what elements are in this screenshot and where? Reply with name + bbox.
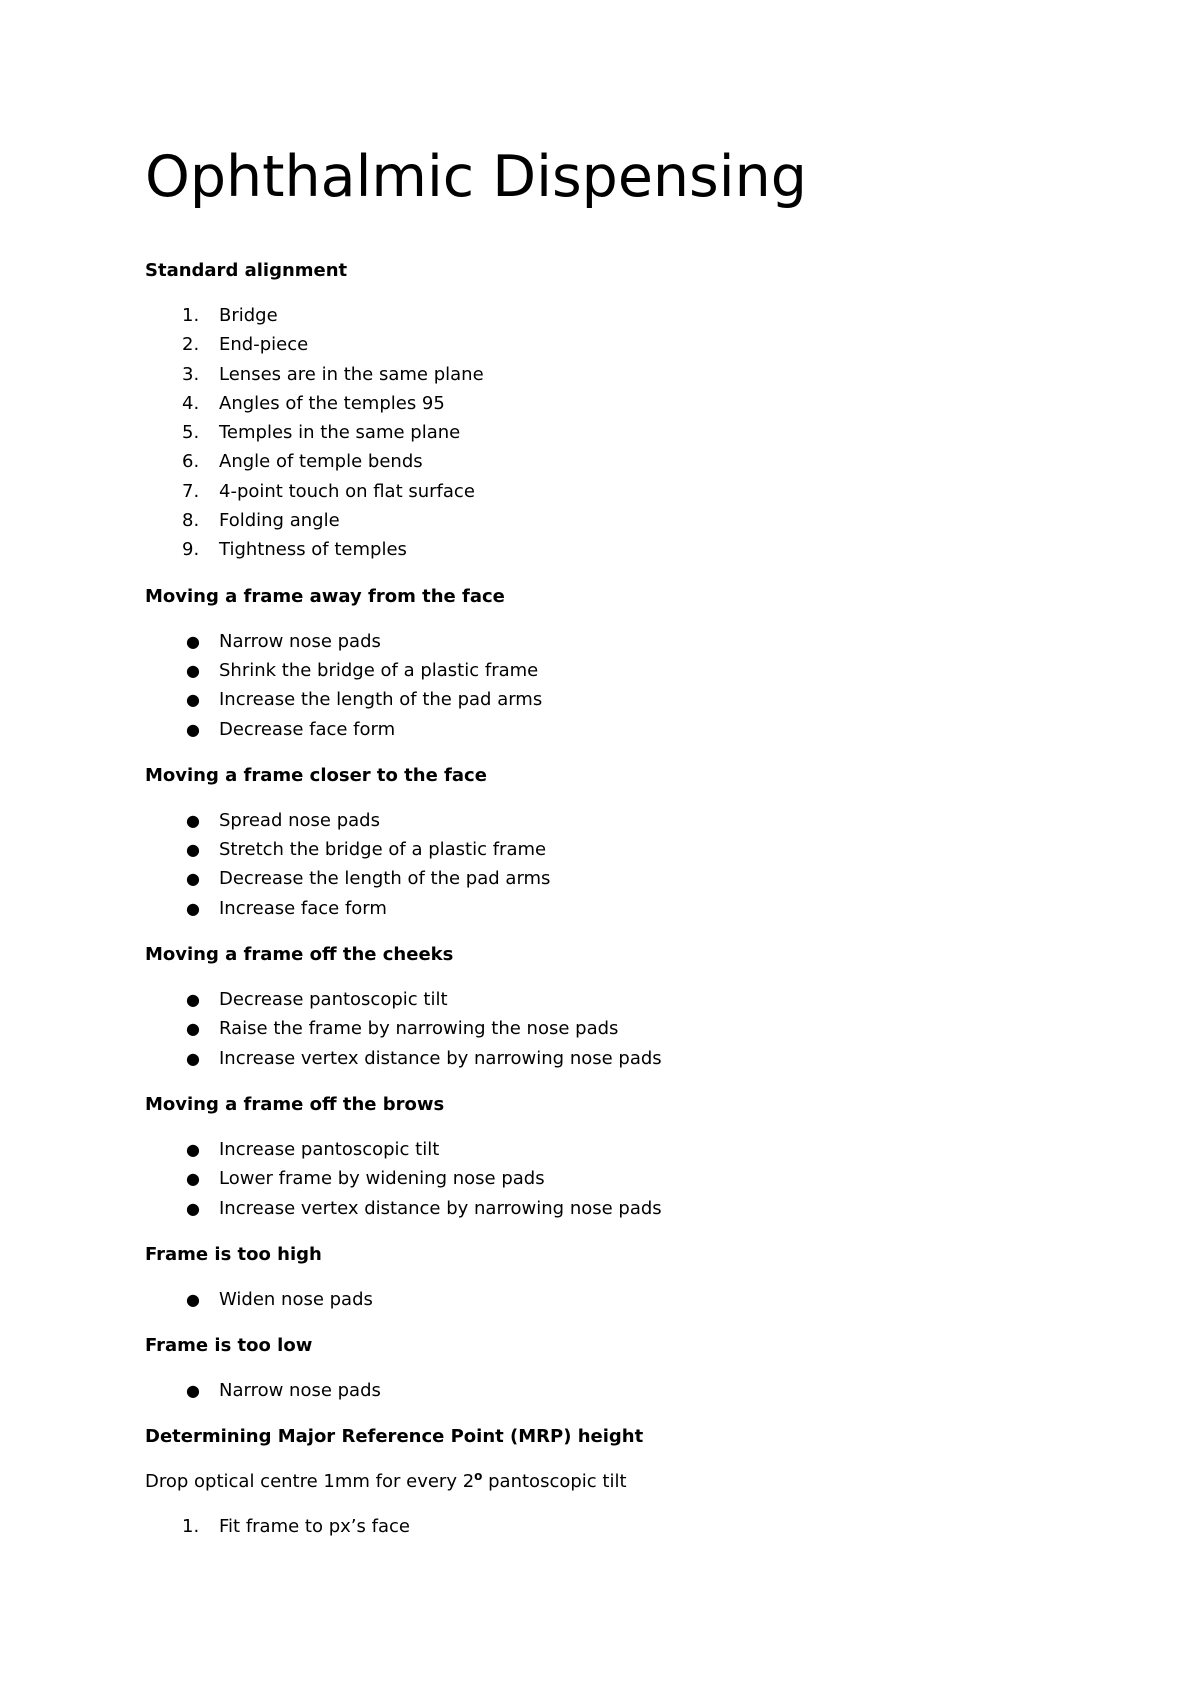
bullet-icon: ● [186, 631, 200, 651]
list-number: 7. [182, 480, 200, 502]
list-item-text: Temples in the same plane [219, 422, 461, 444]
closer-to-face-list [145, 806, 1105, 923]
section-heading-too-low: Frame is too low [145, 1335, 313, 1357]
list-number: 2. [182, 334, 200, 356]
list-item [145, 1164, 1105, 1193]
list-number: 4. [182, 392, 200, 414]
list-item [145, 1376, 1105, 1405]
list-number: 1. [182, 305, 200, 326]
list-item-text: Spread nose pads [219, 809, 380, 831]
list-item-text: Increase vertex distance by narrowing nose pads [219, 1047, 662, 1069]
list-item [145, 864, 1105, 893]
bullet-icon: ● [186, 1019, 200, 1039]
section-heading-standard-alignment: Standard alignment [145, 260, 348, 281]
list-item [145, 535, 1105, 564]
section-heading-mrp-height: Determining Major Reference Point (MRP) height [145, 1426, 644, 1448]
list-item-text: Decrease the length of the pad arms [219, 868, 551, 890]
mrp-paragraph [145, 1467, 1105, 1496]
list-item-text: Lenses are in the same plane [219, 363, 484, 385]
list-item-text: Widen nose pads [219, 1288, 373, 1310]
list-item [145, 715, 1105, 744]
list-item [145, 1044, 1105, 1073]
list-item [145, 685, 1105, 714]
list-item [145, 330, 1105, 359]
list-item [145, 806, 1105, 835]
bullet-icon: ● [186, 1048, 200, 1068]
bullet-icon: ● [186, 1169, 200, 1189]
list-item-text: 4-point touch on flat surface [219, 480, 475, 502]
list-item [145, 389, 1105, 418]
too-low-list [145, 1376, 1105, 1405]
too-high-list [145, 1285, 1105, 1314]
mrp-paragraph-start: Drop optical centre 1mm for every 2 [145, 1471, 475, 1493]
list-item [145, 506, 1105, 535]
list-item-text: Shrink the bridge of a plastic frame [219, 659, 539, 681]
list-item [145, 656, 1105, 685]
bullet-icon: ● [186, 660, 200, 680]
list-number: 1. [182, 1516, 200, 1538]
standard-alignment-list [145, 301, 1105, 565]
document-content [145, 256, 1105, 1542]
list-item-text: Folding angle [219, 510, 340, 532]
list-item-text: Fit frame to px’s face [219, 1516, 410, 1538]
list-item [145, 477, 1105, 506]
section-heading-too-high: Frame is too high [145, 1243, 322, 1265]
list-item [145, 1512, 1105, 1541]
list-number: 9. [182, 539, 200, 561]
list-item-text: Stretch the bridge of a plastic frame [219, 839, 547, 861]
bullet-icon: ● [186, 1289, 200, 1309]
section-heading-closer-to-face: Moving a frame closer to the face [145, 764, 487, 786]
list-number: 8. [182, 510, 200, 532]
bullet-icon: ● [186, 990, 200, 1010]
list-item-text: Angle of temple bends [219, 451, 423, 473]
list-item [145, 418, 1105, 447]
mrp-paragraph-end: pantoscopic tilt [482, 1471, 627, 1493]
document-title: Ophthalmic Dispensing [145, 144, 807, 210]
degree-superscript: o [474, 1469, 483, 1484]
list-number: 6. [182, 451, 200, 473]
list-item-text: Increase face form [219, 897, 387, 919]
list-item [145, 894, 1105, 923]
section-heading-away-from-face: Moving a frame away from the face [145, 585, 505, 607]
list-item-text: Decrease pantoscopic tilt [219, 989, 448, 1011]
list-item [145, 1194, 1105, 1223]
list-item-text: Increase vertex distance by narrowing nose pads [219, 1197, 662, 1219]
bullet-icon: ● [186, 898, 200, 918]
off-brows-list [145, 1135, 1105, 1223]
list-item [145, 301, 1105, 330]
bullet-icon: ● [186, 810, 200, 830]
list-item-text: Narrow nose pads [219, 1380, 381, 1402]
list-item-text: Increase the length of the pad arms [219, 689, 543, 711]
list-item-text: End-piece [219, 334, 309, 356]
list-item-text: Angles of the temples 95 [219, 392, 445, 414]
bullet-icon: ● [186, 719, 200, 739]
section-heading-off-cheeks: Moving a frame off the cheeks [145, 944, 454, 966]
list-item-text: Lower frame by widening nose pads [219, 1168, 545, 1190]
bullet-icon: ● [186, 869, 200, 889]
list-item [145, 627, 1105, 656]
list-item [145, 447, 1105, 476]
bullet-icon: ● [186, 690, 200, 710]
list-number: 5. [182, 422, 200, 444]
list-item-text: Raise the frame by narrowing the nose pads [219, 1018, 619, 1040]
list-item-text: Bridge [219, 305, 278, 326]
list-item [145, 835, 1105, 864]
list-number: 3. [182, 363, 200, 385]
bullet-icon: ● [186, 1381, 200, 1401]
list-item [145, 1285, 1105, 1314]
mrp-steps-list [145, 1512, 1105, 1541]
section-heading-off-brows: Moving a frame off the brows [145, 1093, 445, 1115]
list-item-text: Decrease face form [219, 718, 396, 740]
list-item-text: Increase pantoscopic tilt [219, 1138, 440, 1160]
list-item [145, 985, 1105, 1014]
list-item [145, 360, 1105, 389]
bullet-icon: ● [186, 1139, 200, 1159]
list-item [145, 1135, 1105, 1164]
bullet-icon: ● [186, 840, 200, 860]
list-item [145, 1014, 1105, 1043]
away-from-face-list [145, 627, 1105, 744]
list-item-text: Tightness of temples [219, 539, 407, 561]
bullet-icon: ● [186, 1198, 200, 1218]
list-item-text: Narrow nose pads [219, 630, 381, 652]
off-cheeks-list [145, 985, 1105, 1073]
